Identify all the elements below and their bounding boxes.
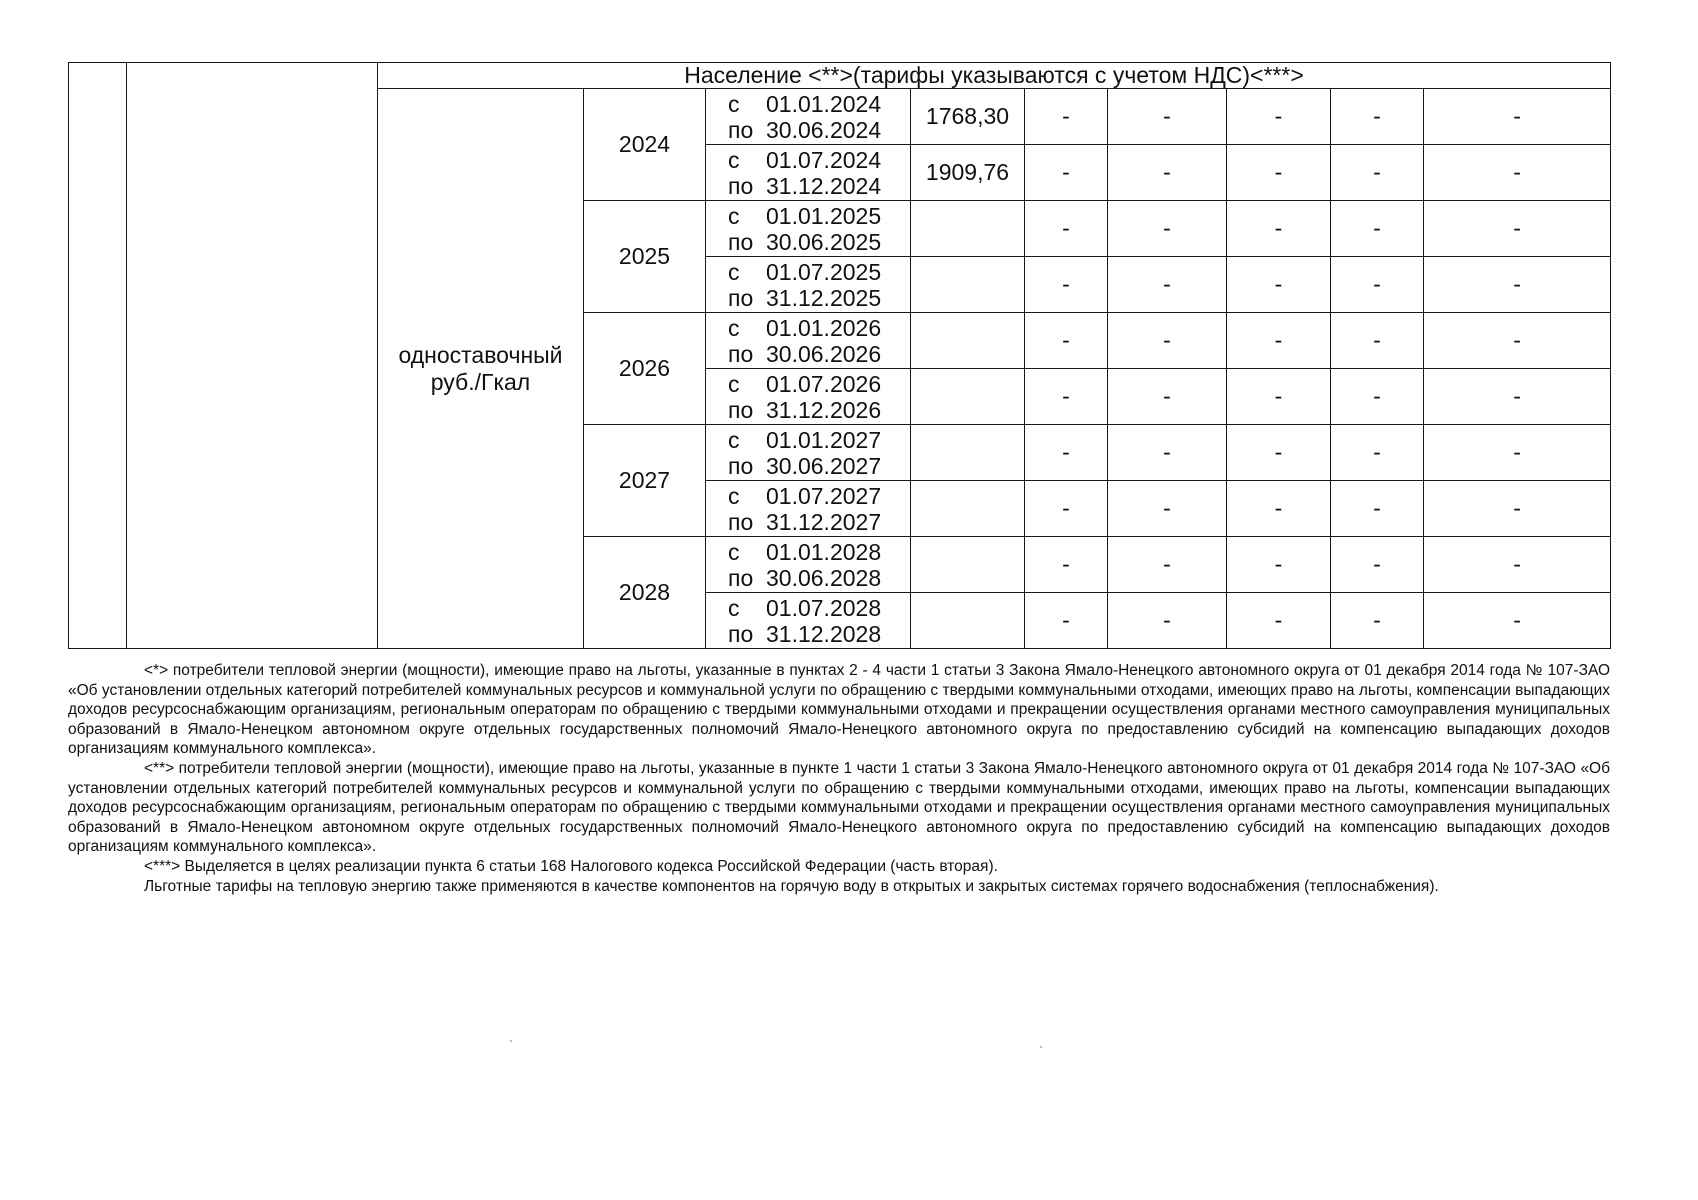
- period-cell: [706, 481, 911, 537]
- period-from-prefix: с: [728, 594, 740, 621]
- period-cell: [706, 257, 911, 313]
- period-to-date: 30.06.2027: [766, 452, 882, 479]
- period-from-date: 01.01.2024: [766, 90, 882, 117]
- dash-cell: -: [1227, 145, 1331, 201]
- period-from-date: 01.01.2026: [766, 314, 882, 341]
- period-to: [728, 229, 910, 255]
- tariff-value-cell: [911, 425, 1025, 481]
- period-to: [728, 341, 910, 367]
- tariff-table: [68, 62, 1611, 649]
- period-to: [728, 285, 910, 311]
- period-to-date: 31.12.2025: [766, 284, 882, 311]
- dash-cell: -: [1108, 369, 1227, 425]
- period-from-prefix: с: [728, 314, 740, 341]
- dash-cell: -: [1331, 425, 1424, 481]
- period-from: [728, 147, 910, 173]
- dash-cell: -: [1424, 425, 1611, 481]
- period-from-prefix: с: [728, 482, 740, 509]
- dash-cell: -: [1424, 257, 1611, 313]
- period-to-date: 30.06.2026: [766, 340, 882, 367]
- period-cell: [706, 425, 911, 481]
- dash-cell: -: [1331, 257, 1424, 313]
- dash-cell: -: [1227, 313, 1331, 369]
- tariff-value-cell: [911, 257, 1025, 313]
- period-to: [728, 509, 910, 535]
- dash-cell: -: [1108, 593, 1227, 649]
- period-to: [728, 173, 910, 199]
- dash-cell: -: [1025, 593, 1108, 649]
- period-from: [728, 259, 910, 285]
- period-cell: [706, 593, 911, 649]
- dash-cell: -: [1227, 425, 1331, 481]
- period-from-date: 01.07.2028: [766, 594, 882, 621]
- empty-col-1: [69, 63, 127, 649]
- dash-cell: -: [1108, 89, 1227, 145]
- dash-cell: -: [1227, 89, 1331, 145]
- dash-cell: -: [1331, 537, 1424, 593]
- dash-cell: -: [1227, 201, 1331, 257]
- dash-cell: -: [1424, 313, 1611, 369]
- dash-cell: -: [1424, 593, 1611, 649]
- period-to-prefix: по: [728, 508, 754, 535]
- dash-cell: -: [1227, 257, 1331, 313]
- dash-cell: -: [1108, 481, 1227, 537]
- period-to: [728, 397, 910, 423]
- period-cell: [706, 537, 911, 593]
- dash-cell: -: [1108, 201, 1227, 257]
- period-to-prefix: по: [728, 452, 754, 479]
- period-from-prefix: с: [728, 370, 740, 397]
- dash-cell: -: [1331, 201, 1424, 257]
- dash-cell: -: [1227, 369, 1331, 425]
- year-cell: 2024: [584, 89, 706, 201]
- period-from-prefix: с: [728, 538, 740, 565]
- dash-cell: -: [1025, 481, 1108, 537]
- period-to-date: 31.12.2028: [766, 620, 882, 647]
- period-from-prefix: с: [728, 146, 740, 173]
- dash-cell: -: [1331, 481, 1424, 537]
- period-to-prefix: по: [728, 340, 754, 367]
- period-from: [728, 539, 910, 565]
- footnote-paragraph: <**> потребители тепловой энергии (мощности), имеющие право на льготы, указанные в пункте 1 части 1 статьи 3 Закона Ямало-Ненецкого автономного округа от 01 декабря 2014 года № 107-ЗАО «Об установлении отдельных категорий потребителей коммунальных ресурсов и коммунальной услуги по обращению с твердыми коммунальными отходами, имеющих право на льготы, компенсации выпадающих доходов ресурсоснабжающим организациям, региональным операторам по обращению с твердыми коммунальными отходами и прекращении осуществления органами местного самоуправления муниципальных образований в Ямало-Ненецком автономном округе отдельных государственных полномочий Ямало-Ненецкого автономного округа по предоставлению субсидий на компенсацию выпадающих доходов организациям коммунального комплекса».: [68, 759, 1610, 856]
- footnote-paragraph: Льготные тарифы на тепловую энергию также применяются в качестве компонентов на горячую воду в открытых и закрытых системах горячего водоснабжения (теплоснабжения).: [144, 877, 1439, 895]
- tariff-value-cell: 1768,30: [911, 89, 1025, 145]
- tariff-value-cell: 1909,76: [911, 145, 1025, 201]
- period-to-date: 31.12.2026: [766, 396, 882, 423]
- period-from-prefix: с: [728, 90, 740, 117]
- period-to-date: 31.12.2027: [766, 508, 882, 535]
- period-from: [728, 371, 910, 397]
- period-cell: [706, 369, 911, 425]
- tariff-value-cell: [911, 537, 1025, 593]
- dash-cell: -: [1025, 313, 1108, 369]
- period-cell: [706, 145, 911, 201]
- period-to-prefix: по: [728, 284, 754, 311]
- dash-cell: -: [1331, 89, 1424, 145]
- dash-cell: -: [1108, 313, 1227, 369]
- dash-cell: -: [1424, 145, 1611, 201]
- footnote-paragraph: <***> Выделяется в целях реализации пункта 6 статьи 168 Налогового кодекса Российской Федерации (часть вторая).: [144, 857, 998, 875]
- period-from: [728, 315, 910, 341]
- period-from-date: 01.01.2027: [766, 426, 882, 453]
- tariff-value-cell: [911, 313, 1025, 369]
- footnote-paragraph: <*> потребители тепловой энергии (мощности), имеющие право на льготы, указанные в пунктах 2 - 4 части 1 статьи 3 Закона Ямало-Ненецкого автономного округа от 01 декабря 2014 года № 107-ЗАО «Об установлении отдельных категорий потребителей коммунальных ресурсов и коммунальной услуги по обращению с твердыми коммунальными отходами, имеющих право на льготы, компенсации выпадающих доходов ресурсоснабжающим организациям, региональным операторам по обращению с твердыми коммунальными отходами и прекращении осуществления органами местного самоуправления муниципальных образований в Ямало-Ненецком автономном округе отдельных государственных полномочий Ямало-Ненецкого автономного округа по предоставлению субсидий на компенсацию выпадающих доходов организациям коммунального комплекса».: [68, 662, 1610, 758]
- dash-cell: -: [1227, 537, 1331, 593]
- dash-cell: -: [1025, 89, 1108, 145]
- dash-cell: -: [1025, 537, 1108, 593]
- period-to-date: 30.06.2025: [766, 228, 882, 255]
- tariff-unit-label: руб./Гкал: [430, 368, 531, 395]
- section-header-row: [69, 63, 1611, 89]
- dash-cell: -: [1025, 369, 1108, 425]
- period-to-prefix: по: [728, 396, 754, 423]
- dash-cell: -: [1331, 593, 1424, 649]
- period-to-prefix: по: [728, 620, 754, 647]
- period-from-date: 01.07.2025: [766, 258, 882, 285]
- tariff-value-cell: [911, 369, 1025, 425]
- dash-cell: -: [1227, 481, 1331, 537]
- period-from: [728, 91, 910, 117]
- tariff-table-body: [69, 63, 1611, 649]
- year-cell: 2026: [584, 313, 706, 425]
- dash-cell: -: [1424, 369, 1611, 425]
- period-from-date: 01.07.2024: [766, 146, 882, 173]
- period-from: [728, 595, 910, 621]
- period-from: [728, 203, 910, 229]
- period-to-date: 30.06.2024: [766, 116, 882, 143]
- empty-col-2: [127, 63, 378, 649]
- period-cell: [706, 89, 911, 145]
- period-to-date: 30.06.2028: [766, 564, 882, 591]
- dash-cell: -: [1025, 425, 1108, 481]
- footnotes: [68, 661, 1610, 896]
- period-from: [728, 427, 910, 453]
- dash-cell: -: [1331, 313, 1424, 369]
- period-to: [728, 453, 910, 479]
- dash-cell: -: [1424, 481, 1611, 537]
- dash-cell: -: [1424, 201, 1611, 257]
- period-to-prefix: по: [728, 564, 754, 591]
- dash-cell: -: [1108, 425, 1227, 481]
- tariff-type-cell: [378, 89, 584, 649]
- dash-cell: -: [1025, 145, 1108, 201]
- period-from: [728, 483, 910, 509]
- period-to-prefix: по: [728, 172, 754, 199]
- tariff-value-cell: [911, 201, 1025, 257]
- period-from-prefix: с: [728, 258, 740, 285]
- period-from-date: 01.01.2028: [766, 538, 882, 565]
- dash-cell: -: [1331, 369, 1424, 425]
- period-cell: [706, 201, 911, 257]
- period-from-date: 01.07.2027: [766, 482, 882, 509]
- tariff-value-cell: [911, 481, 1025, 537]
- period-from-date: 01.01.2025: [766, 202, 882, 229]
- period-to-prefix: по: [728, 116, 754, 143]
- year-cell: 2028: [584, 537, 706, 649]
- dash-cell: -: [1108, 537, 1227, 593]
- dash-cell: -: [1424, 537, 1611, 593]
- period-to-date: 31.12.2024: [766, 172, 882, 199]
- period-to: [728, 621, 910, 647]
- dash-cell: -: [1227, 593, 1331, 649]
- period-from-prefix: с: [728, 202, 740, 229]
- tariff-type-label: одноставочный: [398, 342, 563, 369]
- period-to-prefix: по: [728, 228, 754, 255]
- dash-cell: -: [1108, 257, 1227, 313]
- period-cell: [706, 313, 911, 369]
- tariff-value-cell: [911, 593, 1025, 649]
- dash-cell: -: [1108, 145, 1227, 201]
- period-from-date: 01.07.2026: [766, 370, 882, 397]
- dash-cell: -: [1331, 145, 1424, 201]
- year-cell: 2027: [584, 425, 706, 537]
- period-to: [728, 117, 910, 143]
- dash-cell: -: [1025, 201, 1108, 257]
- year-cell: 2025: [584, 201, 706, 313]
- dash-cell: -: [1025, 257, 1108, 313]
- period-to: [728, 565, 910, 591]
- section-header: Население <**>(тарифы указываются с учетом НДС)<***>: [378, 63, 1611, 89]
- dash-cell: -: [1424, 89, 1611, 145]
- period-from-prefix: с: [728, 426, 740, 453]
